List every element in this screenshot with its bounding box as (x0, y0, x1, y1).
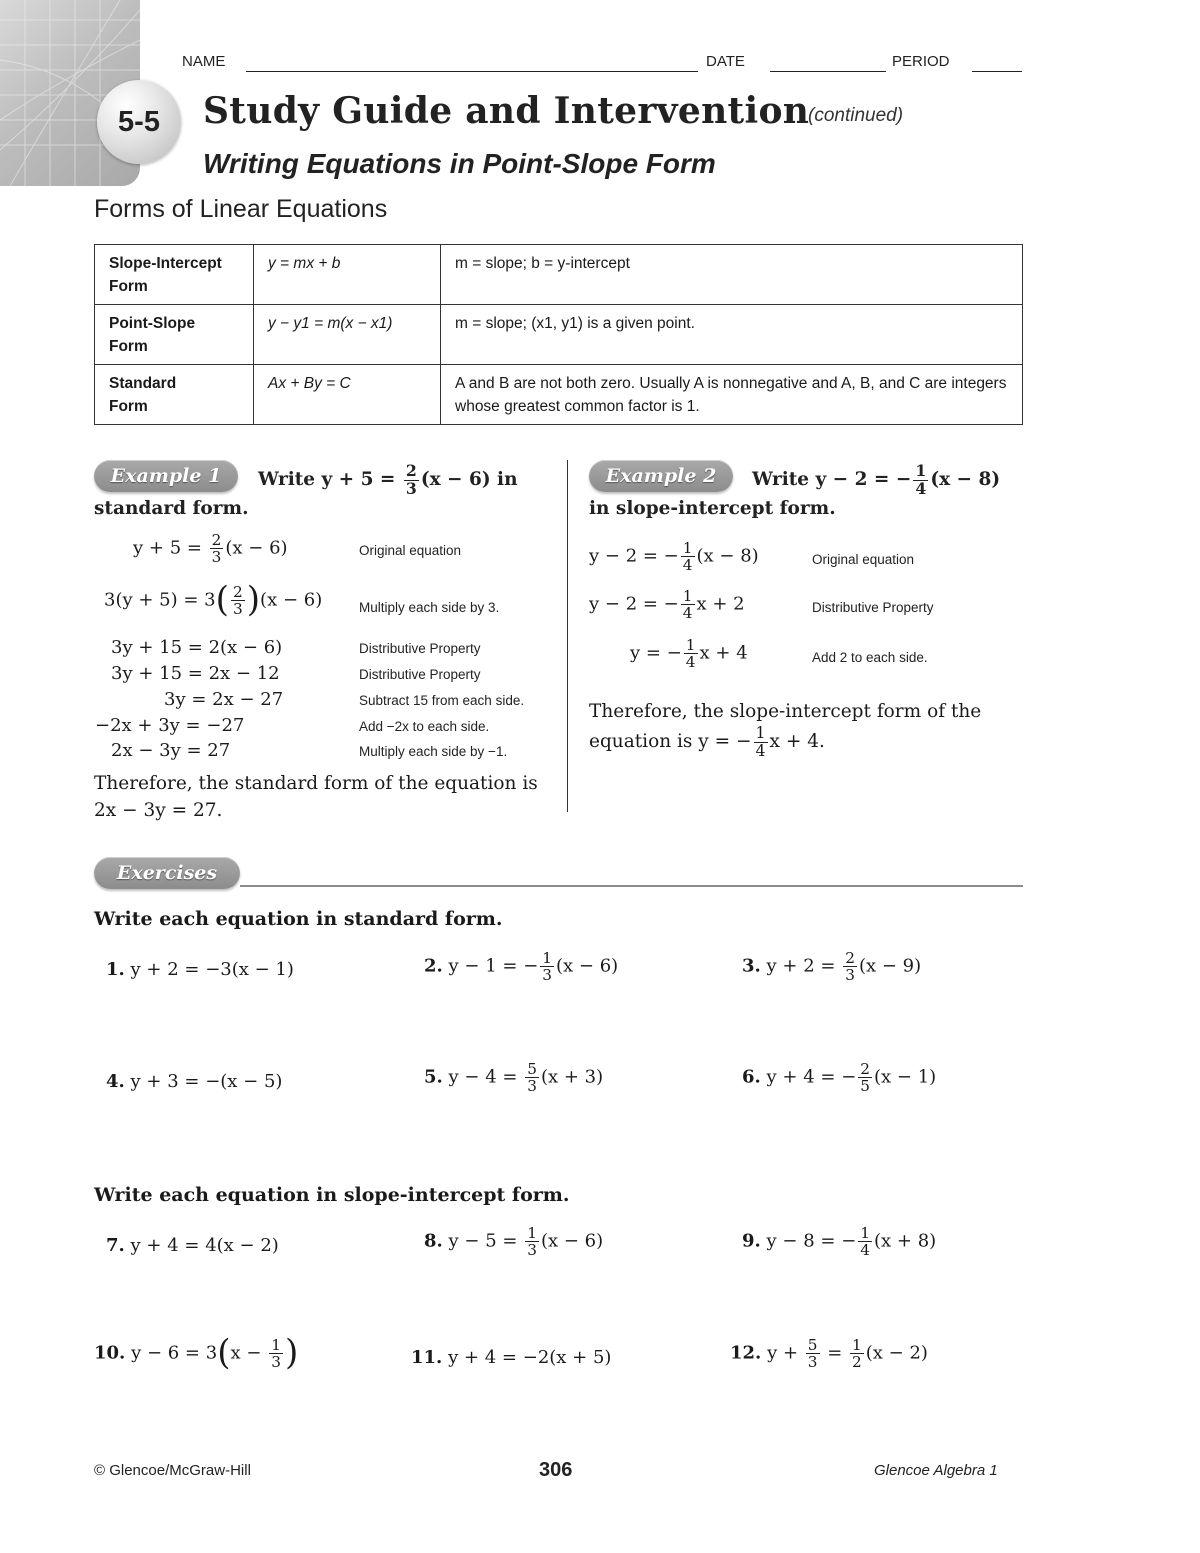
example2-label: Example 2 (589, 460, 733, 492)
fraction-denominator: 3 (807, 1353, 818, 1372)
fraction-denominator: 4 (915, 478, 927, 498)
exercise-equation: y − 8 = − (766, 1230, 857, 1252)
example2-step: y − 2 = − $\frac{1}{4}$ (x − 8) (589, 539, 759, 575)
forms-table (94, 244, 1023, 425)
form-equation: Ax + By = C (254, 365, 441, 425)
fraction-numerator: 1 (860, 1224, 871, 1242)
fraction-numerator: 1 (527, 1224, 537, 1242)
form-name-suffix: Form (109, 338, 148, 355)
fraction-denominator: 3 (845, 966, 855, 985)
exercises-rule (240, 885, 1023, 887)
example1-step-original: y + 5 = $\frac{2}{3}$ (x − 6) (133, 531, 288, 567)
step-note: Distributive Property (812, 600, 934, 615)
exercise-equation: y + 4 = −2(x + 5) (448, 1347, 612, 1368)
page-subtitle: Writing Equations in Point-Slope Form (203, 148, 716, 179)
step-note: Original equation (359, 543, 462, 558)
form-description: A and B are not both zero. Usually A is nonnegative and A, B, and C are integers whose greatest common factor is 1. (441, 365, 1023, 425)
table-row (95, 305, 1023, 365)
exercise-equation-mid: x − (230, 1342, 268, 1364)
exercise-1 (106, 959, 294, 980)
exercise-7 (106, 1235, 279, 1256)
exercise-number: 3. (742, 955, 761, 977)
exercise-9 (742, 1225, 936, 1258)
example2-step: y − 2 = − $\frac{1}{4}$ x + 2 (589, 587, 745, 623)
fraction-denominator: 3 (542, 966, 553, 985)
exercise-equation: y + 4 = 4(x − 2) (130, 1235, 279, 1256)
fraction-numerator: 1 (915, 461, 927, 480)
exercise-equation-tail: (x − 6) (540, 1230, 604, 1252)
exercise-number: 11. (411, 1347, 443, 1368)
fraction-numerator: 1 (852, 1336, 862, 1354)
fraction-numerator: 5 (807, 1336, 818, 1354)
lesson-number: 5-5 (118, 105, 160, 138)
fraction-denominator: 3 (271, 1353, 281, 1372)
exercise-equation: y − 6 = 3 (131, 1342, 218, 1364)
exercise-12 (730, 1337, 928, 1370)
column-divider (567, 460, 568, 812)
section-title: Forms of Linear Equations (94, 195, 388, 223)
example1-prompt (258, 463, 518, 497)
name-label: NAME (182, 53, 226, 70)
exercise-3 (742, 950, 921, 983)
exercise-number: 6. (742, 1066, 761, 1088)
fraction-numerator: 1 (542, 949, 553, 967)
exercise-equation: y + 3 = −(x − 5) (130, 1071, 283, 1092)
lesson-badge (97, 80, 181, 164)
name-field[interactable] (246, 71, 698, 72)
example1-prompt-post: (x − 6) in (420, 469, 518, 490)
example2-conclusion-pre: Therefore, the slope-intercept form of the equation is y = − (589, 701, 982, 752)
exercise-5 (424, 1061, 603, 1094)
example2-prompt-pre: Write y − 2 = − (752, 469, 912, 490)
exercise-4 (106, 1071, 282, 1092)
exercise-8 (424, 1225, 603, 1258)
exercise-11 (411, 1347, 611, 1368)
form-description: m = slope; (x1, y1) is a given point. (441, 305, 1023, 365)
exercise-equation: y − 4 = (448, 1066, 524, 1088)
example1-step: −2x + 3y = −27 (95, 715, 245, 736)
exercise-equation: y + 2 = −3(x − 1) (130, 959, 294, 980)
fraction-denominator: 3 (405, 478, 417, 498)
exercise-10: 10. y − 6 = 3(x − $\frac{1}{3}$ ) (94, 1332, 299, 1373)
example2-prompt-line2: in slope-intercept form. (589, 498, 836, 519)
exercise-equation: y + 4 = − (766, 1066, 857, 1088)
example2-step: y = − $\frac{1}{4}$ x + 4 (630, 636, 748, 672)
exercise-number: 9. (742, 1230, 761, 1252)
exercise-number: 8. (424, 1230, 443, 1252)
exercise-equation: y + 2 = (766, 955, 842, 977)
form-equation: y = mx + b (254, 245, 441, 305)
example1-label: Example 1 (94, 460, 238, 492)
example2-conclusion-post: x + 4. (769, 731, 825, 752)
exercise-6 (742, 1061, 936, 1094)
example2-conclusion: Therefore, the slope-intercept form of the equation is y = − $\frac{1}{4}$ x + 4. (589, 701, 982, 760)
exercise-equation: y − 1 = − (448, 955, 539, 977)
exercise-number: 1. (106, 959, 125, 980)
step-note: Subtract 15 from each side. (359, 693, 525, 708)
fraction-numerator: 1 (271, 1336, 281, 1354)
fraction-numerator: 2 (860, 1060, 871, 1078)
form-name-suffix: Form (109, 398, 148, 415)
step-note: Distributive Property (359, 641, 481, 656)
step-note: Multiply each side by −1. (359, 744, 508, 759)
example1-step: 2x − 3y = 27 (111, 740, 231, 761)
form-name: Slope-Intercept (109, 255, 222, 272)
fraction-numerator: 5 (527, 1060, 537, 1078)
exercise-number: 12. (730, 1342, 762, 1364)
example1-prompt-line2: standard form. (94, 498, 249, 519)
period-label: PERIOD (892, 53, 950, 70)
exercise-equation-tail: (x − 9) (858, 955, 922, 977)
instruction-slope-intercept: Write each equation in slope-intercept form. (94, 1184, 570, 1206)
step-note: Add −2x to each side. (359, 719, 490, 734)
form-equation: y − y1 = m(x − x1) (254, 305, 441, 365)
step-note: Original equation (812, 552, 915, 567)
period-field[interactable] (972, 71, 1022, 72)
example1-prompt-pre: Write y + 5 = (258, 469, 396, 490)
exercise-equation-tail: (x − 2) (865, 1342, 928, 1364)
continued-note: (continued) (808, 105, 904, 126)
fraction-denominator: 5 (860, 1077, 871, 1096)
example1-step-multiply: 3(y + 5) = 3( $\frac{2}{3}$ )(x − 6) (104, 579, 323, 620)
example1-step: 3y = 2x − 27 (164, 689, 284, 710)
page-title: Study Guide and Intervention (203, 90, 810, 132)
example1-conclusion: Therefore, the standard form of the equation is 2x − 3y = 27. (94, 773, 538, 821)
exercise-2 (424, 950, 618, 983)
example1-step: 3y + 15 = 2(x − 6) (111, 637, 283, 658)
page-number: 306 (539, 1459, 573, 1481)
exercise-equation: y − 5 = (448, 1230, 524, 1252)
date-field[interactable] (770, 71, 886, 72)
footer-book-title: Glencoe Algebra 1 (874, 1462, 998, 1479)
exercise-number: 2. (424, 955, 443, 977)
table-row (95, 245, 1023, 305)
exercises-label: Exercises (94, 857, 240, 889)
example2-prompt (752, 463, 1000, 497)
exercise-number: 4. (106, 1071, 125, 1092)
exercise-equation-mid: = (821, 1342, 849, 1364)
fraction-denominator: 3 (527, 1241, 537, 1260)
form-name: Point-Slope (109, 315, 196, 332)
fraction-numerator: 2 (845, 949, 855, 967)
fraction-denominator: 4 (860, 1241, 871, 1260)
exercise-equation-tail: (x + 8) (874, 1230, 937, 1252)
date-label: DATE (706, 53, 745, 70)
step-note: Multiply each side by 3. (359, 600, 500, 615)
fraction-numerator: 2 (405, 461, 417, 480)
exercise-equation-tail: (x − 6) (556, 955, 619, 977)
step-note: Distributive Property (359, 667, 481, 682)
example1-step: 3y + 15 = 2x − 12 (111, 663, 280, 684)
footer-copyright: © Glencoe/McGraw-Hill (94, 1462, 251, 1479)
exercise-number: 7. (106, 1235, 125, 1256)
instruction-standard-form: Write each equation in standard form. (94, 908, 503, 930)
exercise-equation: y + (767, 1342, 804, 1364)
fraction-denominator: 3 (527, 1077, 537, 1096)
exercise-equation-tail: (x − 1) (874, 1066, 937, 1088)
table-row (95, 365, 1023, 425)
form-name: Standard (109, 375, 177, 392)
form-description: m = slope; b = y-intercept (441, 245, 1023, 305)
exercise-number: 10. (94, 1342, 126, 1364)
exercise-number: 5. (424, 1066, 443, 1088)
step-note: Add 2 to each side. (812, 650, 928, 665)
fraction-denominator: 2 (852, 1353, 862, 1372)
exercise-equation-tail: (x + 3) (540, 1066, 604, 1088)
example2-prompt-post: (x − 8) (930, 469, 1001, 490)
form-name-suffix: Form (109, 278, 148, 295)
